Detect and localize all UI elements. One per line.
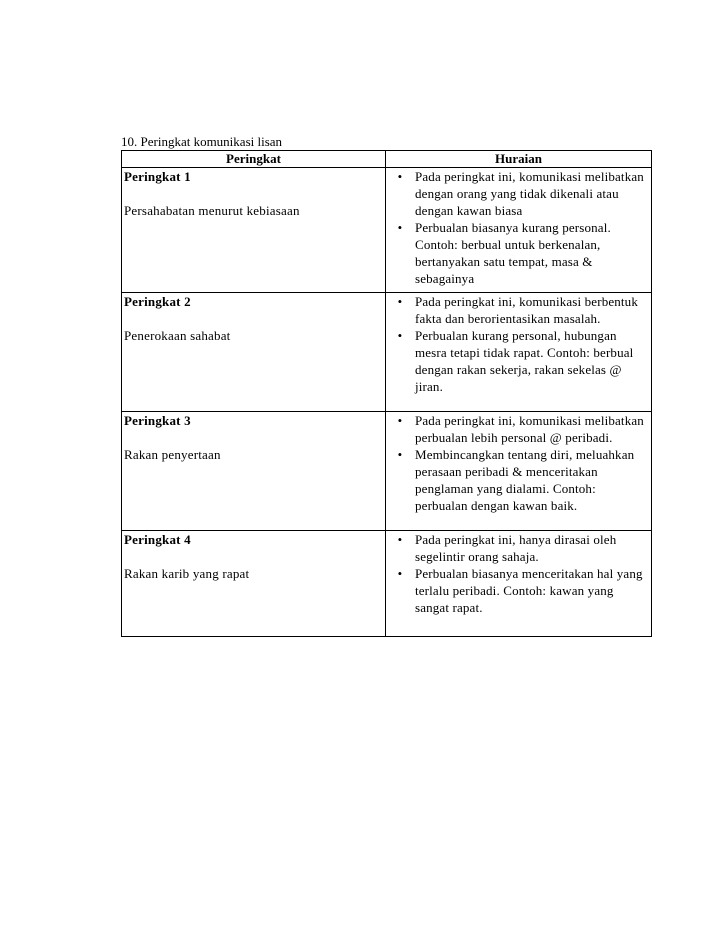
level-cell: [122, 412, 386, 531]
bullet-icon: •: [397, 566, 403, 581]
level-cell: [122, 531, 386, 637]
bullet-icon: •: [397, 294, 403, 309]
level-name: Peringkat 1: [124, 169, 191, 184]
list-item: • Membincangkan tentang diri, meluahkan perasaan peribadi & menceritakan penglaman yang dialami. Contoh: perbualan dengan kawan baik.: [386, 446, 651, 514]
list-item: • Pada peringkat ini, komunikasi berbentuk fakta dan berorientasikan masalah.: [386, 293, 651, 327]
header-peringkat: Peringkat: [122, 151, 386, 168]
bullet-icon: •: [397, 413, 403, 428]
list-item: • Pada peringkat ini, komunikasi melibatkan perbualan lebih personal @ peribadi.: [386, 412, 651, 446]
document-page: [121, 134, 651, 637]
point-list: [386, 168, 651, 287]
table-row: [122, 293, 652, 412]
level-cell: [122, 168, 386, 293]
level-description: Rakan karib yang rapat: [124, 566, 250, 581]
description-cell: [386, 293, 652, 412]
table-row: [122, 412, 652, 531]
description-cell: [386, 168, 652, 293]
level-name: Peringkat 4: [124, 532, 191, 547]
bullet-icon: •: [397, 220, 403, 235]
level-cell: [122, 293, 386, 412]
point-list: [386, 531, 651, 616]
section-caption: 10. Peringkat komunikasi lisan: [121, 134, 283, 149]
description-cell: [386, 531, 652, 637]
levels-table: [121, 150, 652, 637]
list-item: • Perbualan biasanya kurang personal. Contoh: berbual untuk berkenalan, bertanyakan satu tempat, masa & sebagainya: [386, 219, 651, 287]
level-description: Penerokaan sahabat: [124, 328, 231, 343]
header-huraian: Huraian: [386, 151, 652, 168]
table-row: [122, 531, 652, 637]
bullet-icon: •: [397, 169, 403, 184]
point-list: [386, 293, 651, 395]
list-item: • Pada peringkat ini, hanya dirasai oleh segelintir orang sahaja.: [386, 531, 651, 565]
point-list: [386, 412, 651, 514]
level-description: Persahabatan menurut kebiasaan: [124, 203, 300, 218]
list-item: • Perbualan kurang personal, hubungan mesra tetapi tidak rapat. Contoh: berbual dengan rakan sekerja, rakan sekelas @ jiran.: [386, 327, 651, 395]
bullet-icon: •: [397, 328, 403, 343]
level-description: Rakan penyertaan: [124, 447, 221, 462]
description-cell: [386, 412, 652, 531]
level-name: Peringkat 2: [124, 294, 191, 309]
level-name: Peringkat 3: [124, 413, 191, 428]
list-item: • Perbualan biasanya menceritakan hal yang terlalu peribadi. Contoh: kawan yang sangat rapat.: [386, 565, 651, 616]
table-header-row: [122, 151, 652, 168]
table-row: [122, 168, 652, 293]
bullet-icon: •: [397, 447, 403, 462]
list-item: • Pada peringkat ini, komunikasi melibatkan dengan orang yang tidak dikenali atau dengan kawan biasa: [386, 168, 651, 219]
bullet-icon: •: [397, 532, 403, 547]
